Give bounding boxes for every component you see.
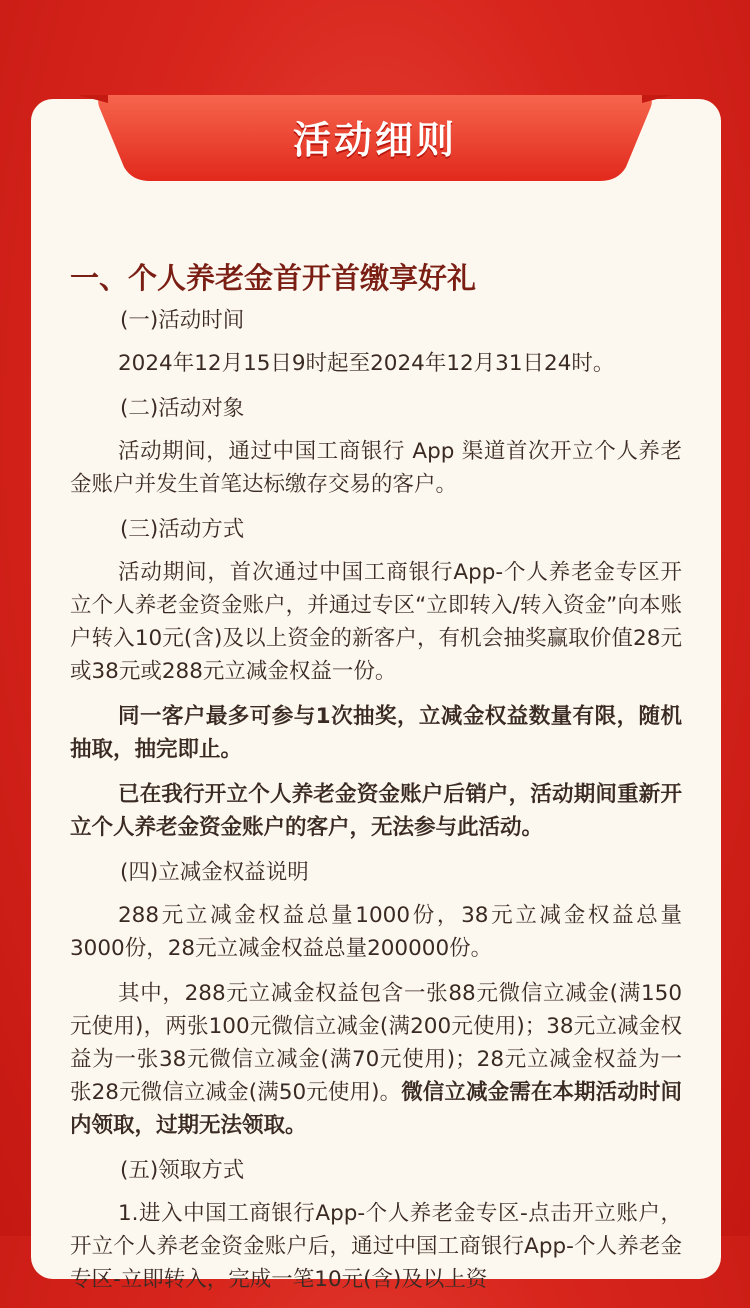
activity-target-text: 活动期间，通过中国工商银行 App 渠道首次开立个人养老金账户并发生首笔达标缴存交易的客户。 [70,439,682,497]
subsection-title-claim: (五)领取方式 [120,1158,245,1183]
draw-limit-note: 同一客户最多可参与1次抽奖，立减金权益数量有限，随机抽取，抽完即止。 [70,704,682,762]
benefit-detail-paragraph [70,977,682,1142]
subsection-title-method: (三)活动方式 [120,517,245,542]
rules-content [70,258,682,1308]
reopen-exclusion-note: 已在我行开立个人养老金资金账户后销户，活动期间重新开立个人养老金资金账户的客户，无法参与此活动。 [70,782,682,840]
activity-time-text: 2024年12月15日9时起至2024年12月31日24时。 [118,351,615,376]
subsection-title-target: (二)活动对象 [120,396,245,421]
activity-method-text: 活动期间，首次通过中国工商银行App-个人养老金专区开立个人养老金资金账户，并通过专区“立即转入/转入资金”向本账户转入10元(含)及以上资金的新客户，有机会抽奖赢取价值28元或38元或288元立减金权益一份。 [70,560,682,684]
claim-step-text: 1.进入中国工商银行App-个人养老金专区-点击开立账户，开立个人养老金资金账户后，通过中国工商银行App-个人养老金专区-立即转入，完成一笔10元(含)及以上资 [70,1201,682,1292]
benefit-detail-text: 其中，288元立减金权益包含一张88元微信立减金(满150元使用)，两张100元微信立减金(满200元使用)；38元立减金权益为一张38元微信立减金(满70元使用)；28元立减金权益为一张28元微信立减金(满50元使用)。 [70,981,682,1105]
benefit-quantity-text: 288元立减金权益总量1000份，38元立减金权益总量3000份，28元立减金权益总量200000份。 [70,903,682,961]
subsection-title-benefit: (四)立减金权益说明 [120,860,309,885]
claim-deadline-note: 微信立减金需在本期活动时间内领取，过期无法领取。 [70,1080,682,1138]
title-ribbon [78,93,672,185]
section-heading: 一、个人养老金首开首缴享好礼 [70,261,477,295]
banner-title: 活动细则 [292,118,457,162]
subsection-title-time: (一)活动时间 [120,308,245,333]
